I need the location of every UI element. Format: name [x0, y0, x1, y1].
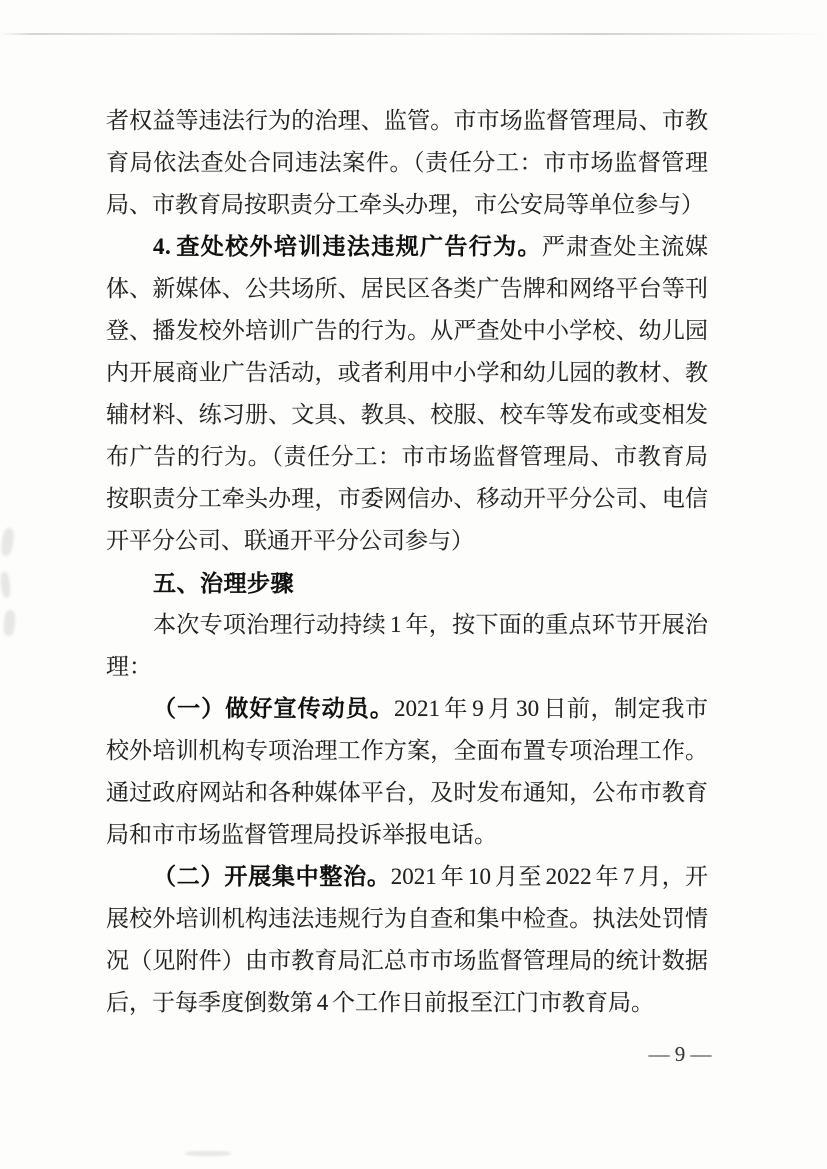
- paragraph-lead: 五、治理步骤: [153, 570, 294, 596]
- scan-smudge-artifact: [0, 572, 11, 599]
- paragraph: [106, 604, 708, 688]
- scan-smudge-artifact: [0, 527, 15, 556]
- paragraph-text: 2021 年 9 月 30 日前，制定我市校外培训机构专项治理工作方案，全面布置专项治理工作。通过政府网站和各种媒体平台，及时发布通知，公布市教育局和市市场监督管理局投诉举报电话。: [106, 696, 709, 847]
- paragraph-text: 者权益等违法行为的治理、监管。市市场监督管理局、市教育局依法查处合同违法案件。（责任分工：市市场监督管理局、市教育局按职责分工牵头办理，市公安局等单位参与）: [106, 108, 708, 217]
- paragraph-text: 严肃查处主流媒体、新媒体、公共场所、居民区各类广告牌和网络平台等刊登、播发校外培训广告的行为。从严查处中小学校、幼儿园内开展商业广告活动，或者利用中小学和幼儿园的教材、教辅材料、练习册、文具、教具、校服、校车等发布或变相发布广告的行为。（责任分工：市市场监督管理局、市教育局按职责分工牵头办理，市委网信办、移动开平分公司、电信开平分公司、联通开平分公司参与）: [106, 234, 709, 553]
- paragraph: [106, 100, 708, 226]
- scan-smudge-artifact: [185, 1151, 231, 1156]
- paragraph-text: 2021 年 10 月至 2022 年 7 月，开展校外培训机构违法违规行为自查和集中检查。执法处罚情况（见附件）由市教育局汇总市市场监督管理局的统计数据后，于每季度倒数第 4 个工作日前报至江门市教育局。: [106, 864, 709, 1015]
- document-body: [106, 100, 708, 1024]
- scan-streak-artifact: [0, 33, 827, 35]
- paragraph: [106, 856, 708, 1024]
- paragraph-lead: 4. 查处校外培训违法违规广告行为。: [153, 234, 542, 259]
- paragraph: [106, 226, 708, 562]
- paragraph-text: 本次专项治理行动持续 1 年，按下面的重点环节开展治理：: [106, 612, 708, 679]
- page-number: — 9 —: [648, 1042, 712, 1066]
- paragraph-lead: （一）做好宣传动员。: [153, 696, 394, 721]
- scan-smudge-artifact: [3, 610, 16, 637]
- section-heading: [106, 562, 708, 604]
- paragraph: [106, 688, 708, 856]
- paragraph-lead: （二）开展集中整治。: [153, 864, 391, 889]
